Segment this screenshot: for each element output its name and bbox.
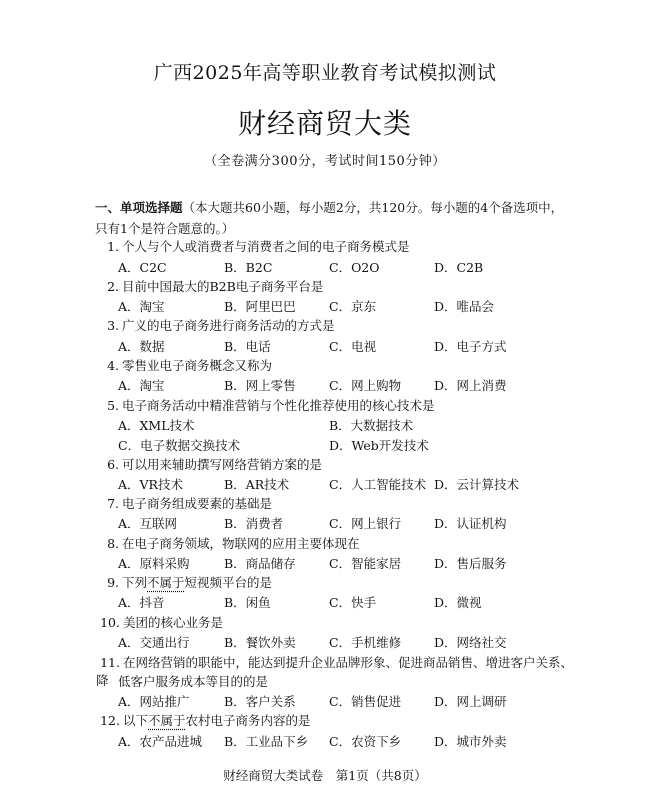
section-heading — [95, 197, 575, 239]
option-a: A．交通出行 — [118, 635, 190, 650]
option-a: A．数据 — [118, 339, 165, 354]
option-c: C．网上购物 — [329, 378, 402, 393]
question-number: 10. — [100, 615, 120, 630]
option-d: D．唯品会 — [434, 299, 495, 314]
question-number: 2. — [107, 279, 119, 294]
question-stem — [96, 238, 576, 256]
question-text: 低客户服务成本等目的的是 — [118, 674, 269, 689]
question-number: 3. — [107, 318, 119, 333]
option-c: C．农资下乡 — [329, 734, 402, 749]
option-d: D．电子方式 — [434, 339, 507, 354]
option-a: A．C2C — [118, 260, 167, 275]
question-text: 电子商务活动中精准营销与个性化推荐使用的核心技术是 — [122, 398, 435, 413]
option-a: A．XML技术 — [118, 418, 195, 433]
question-stem — [96, 495, 576, 513]
question-stem — [96, 397, 576, 415]
option-b: B．工业品下乡 — [224, 734, 309, 749]
question-number: 8. — [107, 536, 119, 551]
option-b: B．消费者 — [224, 516, 284, 531]
question-number: 5. — [107, 398, 119, 413]
option-b: B．餐饮外卖 — [224, 635, 296, 650]
question-stem — [96, 574, 576, 592]
exam-title: 广西2025年高等职业教育考试模拟测试 — [153, 62, 497, 84]
question-text: 零售业电子商务概念又称为 — [122, 358, 273, 373]
question-text: 个人与个人或消费者与消费者之间的电子商务模式是 — [122, 239, 410, 254]
question-emphasis: 不属于 — [148, 713, 186, 728]
option-b: B．大数据技术 — [329, 418, 414, 433]
option-b: B．阿里巴巴 — [224, 299, 296, 314]
option-d: D．网络社交 — [434, 635, 507, 650]
question-number: 6. — [107, 457, 119, 472]
option-d: D．网上消费 — [434, 378, 507, 393]
option-b: B．AR技术 — [224, 477, 290, 492]
question-stem — [96, 712, 576, 730]
option-c: C．人工智能技术 — [329, 477, 427, 492]
section-description: （本大题共60小题，每小题2分，共120分。每小题的4个备选项中，只有1个是符合题意的。） — [95, 200, 564, 236]
question-stem — [96, 357, 576, 375]
question-text: 电子商务组成要素的基础是 — [122, 496, 273, 511]
option-c: C．电视 — [329, 339, 377, 354]
section-lead: 一、单项选择题 — [95, 200, 183, 215]
option-b: B．网上零售 — [224, 378, 296, 393]
question-text-pre: 以下 — [123, 713, 149, 728]
option-d: D．城市外卖 — [434, 734, 507, 749]
page-footer: 财经商贸大类试卷 第1页（共8页） — [223, 768, 427, 783]
question-number: 12. — [100, 713, 120, 728]
option-c: C．快手 — [329, 595, 377, 610]
option-c: C．智能家居 — [329, 556, 402, 571]
option-a: A．互联网 — [118, 516, 178, 531]
option-d: D．C2B — [434, 260, 484, 275]
question-number: 9. — [107, 575, 119, 590]
option-b: B．闲鱼 — [224, 595, 271, 610]
question-emphasis: 不属于 — [147, 575, 185, 590]
option-d: D．云计算技术 — [434, 477, 520, 492]
question-text: 在网络营销的职能中，能达到提升企业品牌形象、促进商品销售、增进客户关系、降 — [96, 655, 574, 688]
question-stem — [96, 317, 576, 335]
question-stem-continued — [118, 673, 598, 691]
option-d: D．微视 — [434, 595, 482, 610]
option-c: C．网上银行 — [329, 516, 402, 531]
option-d: D．售后服务 — [434, 556, 507, 571]
question-text-post: 农村电子商务内容的是 — [185, 713, 311, 728]
exam-score-note: （全卷满分300分，考试时间150分钟） — [204, 154, 446, 169]
option-d: D．认证机构 — [434, 516, 507, 531]
option-c: C．电子数据交换技术 — [118, 438, 241, 453]
option-a: A．农产品进城 — [118, 734, 203, 749]
option-d: D．网上调研 — [434, 694, 507, 709]
exam-subject: 财经商贸大类 — [237, 107, 412, 140]
question-stem — [96, 278, 576, 296]
option-a: A．抖音 — [118, 595, 165, 610]
option-a: A．网站推广 — [118, 694, 190, 709]
option-a: A．淘宝 — [118, 378, 165, 393]
option-c: C．手机维修 — [329, 635, 402, 650]
question-text: 广义的电子商务进行商务活动的方式是 — [122, 318, 335, 333]
option-c: C．京东 — [329, 299, 377, 314]
question-number: 4. — [107, 358, 119, 373]
option-a: A．原料采购 — [118, 556, 190, 571]
option-c: C．O2O — [329, 260, 380, 275]
question-text: 可以用来辅助撰写网络营销方案的是 — [122, 457, 323, 472]
option-a: A．VR技术 — [118, 477, 183, 492]
question-text-pre: 下列 — [122, 575, 148, 590]
question-text: 美团的核心业务是 — [123, 615, 224, 630]
question-text-post: 短视频平台的是 — [184, 575, 273, 590]
option-c: C．销售促进 — [329, 694, 402, 709]
question-stem — [96, 614, 576, 632]
question-stem — [96, 456, 576, 474]
question-stem — [96, 535, 576, 553]
question-number: 7. — [107, 496, 119, 511]
option-b: B．电话 — [224, 339, 271, 354]
question-number: 1. — [107, 239, 119, 254]
option-b: B．B2C — [224, 260, 273, 275]
question-text: 目前中国最大的B2B电子商务平台是 — [122, 279, 324, 294]
option-b: B．商品储存 — [224, 556, 296, 571]
option-d: D．Web开发技术 — [329, 438, 429, 453]
question-text: 在电子商务领域，物联网的应用主要体现在 — [122, 536, 360, 551]
option-b: B．客户关系 — [224, 694, 296, 709]
question-number: 11. — [100, 655, 120, 670]
option-a: A．淘宝 — [118, 299, 165, 314]
